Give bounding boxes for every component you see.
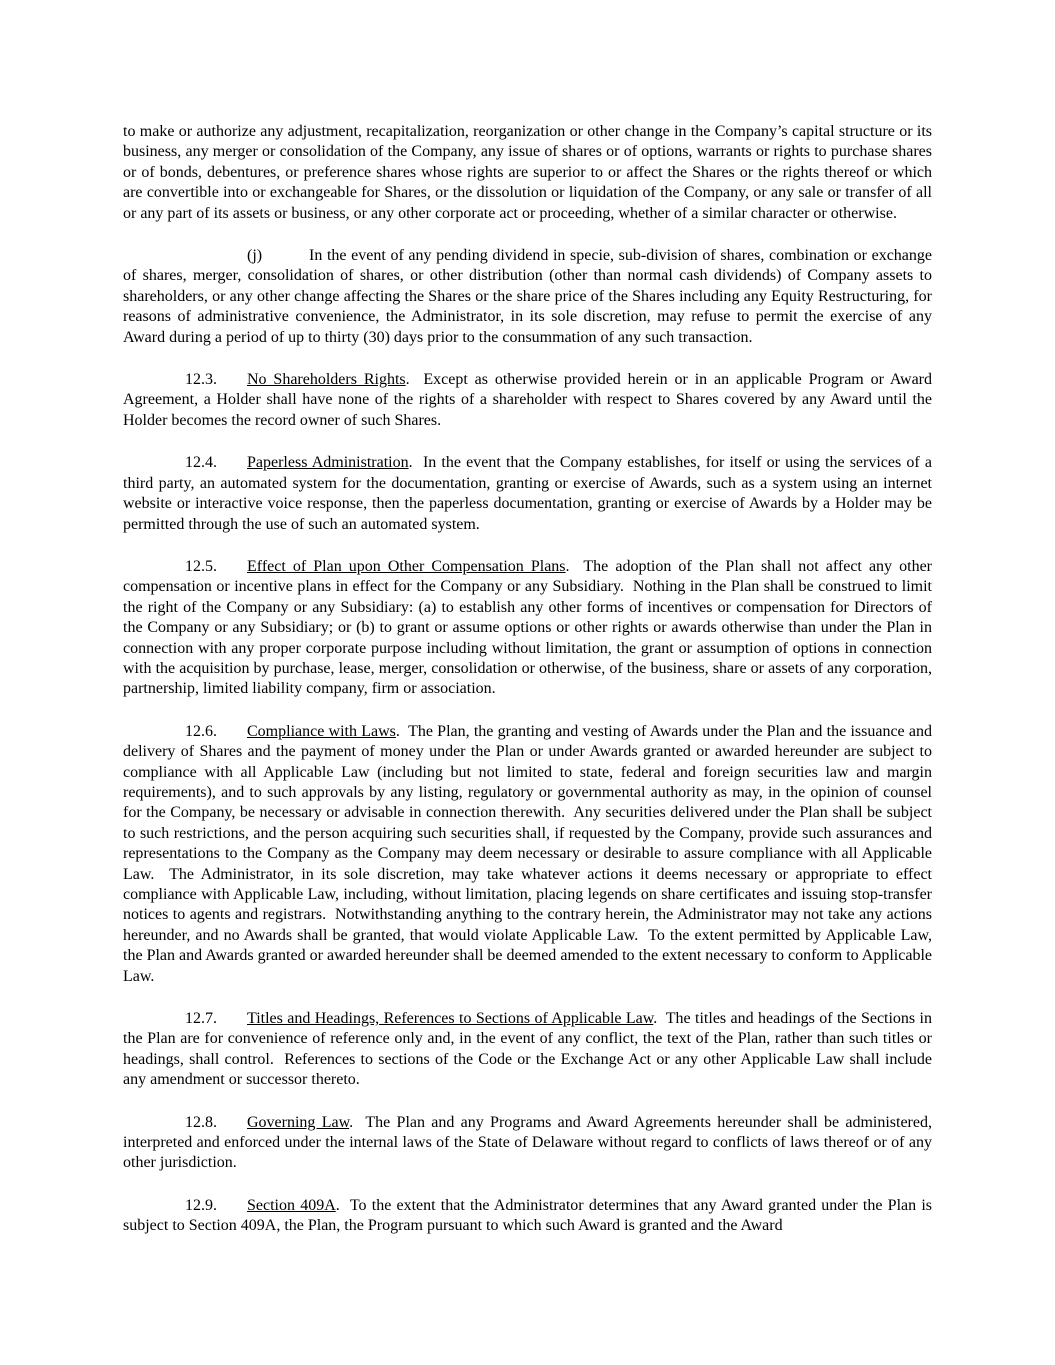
section-12-5	[123, 557, 937, 700]
section-number: 12.9.	[185, 1196, 217, 1214]
section-number: 12.4.	[185, 454, 217, 472]
section-body: . Except as otherwise provided herein or in an applicable Program or Award Agreement, a Holder shall have none of the rights of a shareholder with respect to Shares covered by any Award until the Holder becomes the record owner of such Shares.	[123, 371, 936, 429]
clause-label: (j)	[247, 247, 263, 265]
section-body: . In the event that the Company establishes, for itself or using the services of a third party, an automated system for the documentation, granting or exercise of Awards, such as a system using an internet website or interactive voice response, then the paperless documentation, granting or exercise of Awards by a Holder may be permitted through the use of such an automated system.	[123, 454, 936, 533]
section-heading: Effect of Plan upon Other Compensation Plans	[247, 557, 566, 575]
clause-text: In the event of any pending dividend in specie, sub-division of shares, combination or exchange of shares, merger, consolidation of shares, or other distribution (other than normal cash dividends) of Company assets to shareholders, or any other change affecting the Shares or the share price of the Shares including any Equity Restructuring, for reasons of administrative convenience, the Administrator, in its sole discretion, may refuse to permit the exercise of any Award during a period of up to thirty (30) days prior to the consummation of any such transaction.	[123, 247, 936, 346]
section-heading: Titles and Headings, References to Sections of Applicable Law	[247, 1010, 654, 1028]
section-heading: Section 409A	[247, 1196, 336, 1214]
section-heading: Governing Law	[247, 1113, 350, 1131]
paragraph-text: to make or authorize any adjustment, recapitalization, reorganization or other change in the Company’s capital structure or its business, any merger or consolidation of the Company, any issue of shares or of options, warrants or rights to purchase shares or of bonds, debentures, or preference shares whose rights are superior to or affect the Shares or the rights thereof or which are convertible into or exchangeable for Shares, or the dissolution or liquidation of the Company, or any sale or transfer of all or any part of its assets or business, or any other corporate act or proceeding, whether of a similar character or otherwise.	[123, 123, 936, 222]
section-number: 12.5.	[185, 557, 217, 575]
section-heading: Compliance with Laws	[247, 722, 396, 740]
section-12-9	[123, 1196, 937, 1237]
section-body: . To the extent that the Administrator determines that any Award granted under the Plan is subject to Section 409A, the Plan, the Program pursuant to which such Award is granted and the Award	[123, 1196, 937, 1235]
section-12-8	[123, 1113, 936, 1174]
section-12-4	[123, 453, 936, 535]
section-body: . The Plan, the granting and vesting of Awards under the Plan and the issuance and delivery of Shares and the payment of money under the Plan or under Awards granted or awarded hereunder are subject to compliance with all Applicable Law (including but not limited to state, federal and foreign securities law and margin requirements), and to such approvals by any listing, regulatory or governmental authority as may, in the opinion of counsel for the Company, be necessary or advisable in connection therewith. Any securities delivered under the Plan shall be subject to such restrictions, and the person acquiring such securities shall, if requested by the Company, provide such assurances and representations to the Company as the Company may deem necessary or desirable to assure compliance with all Applicable Law. The Administrator, in its sole discretion, may take whatever actions it deems necessary or appropriate to effect compliance with Applicable Law, including, without limitation, placing legends on share certificates and issuing stop-transfer notices to agents and registrars. Notwithstanding anything to the contrary herein, the Administrator may not take any actions hereunder, and no Awards shall be granted, that would violate Applicable Law. To the extent permitted by Applicable Law, the Plan and Awards granted or awarded hereunder shall be deemed amended to the extent necessary to conform to Applicable Law.	[123, 722, 936, 985]
section-body: . The adoption of the Plan shall not affect any other compensation or incentive plans in effect for the Company or any Subsidiary. Nothing in the Plan shall be construed to limit the right of the Company or any Subsidiary: (a) to establish any other forms of incentives or compensation for Directors of the Company or any Subsidiary; or (b) to grant or assume options or other rights or awards otherwise than under the Plan in connection with any proper corporate purpose including without limitation, the grant or assumption of options in connection with the acquisition by purchase, lease, merger, consolidation or otherwise, of the business, share or assets of any corporation, partnership, limited liability company, firm or association.	[123, 557, 937, 698]
section-12-3	[123, 370, 936, 431]
section-number: 12.8.	[185, 1113, 217, 1131]
section-number: 12.6.	[185, 722, 217, 740]
section-heading: Paperless Administration	[247, 454, 409, 472]
section-body: . The titles and headings of the Sections in the Plan are for convenience of reference only and, in the event of any conflict, the text of the Plan, rather than such titles or headings, shall control. References to sections of the Code or the Exchange Act or any other Applicable Law shall include any amendment or successor thereto.	[123, 1010, 936, 1089]
section-number: 12.3.	[185, 371, 217, 389]
clause-j	[123, 246, 936, 348]
section-number: 12.7.	[185, 1010, 217, 1028]
section-12-7	[123, 1009, 936, 1091]
paragraph-continuation	[123, 122, 936, 224]
section-body: . The Plan and any Programs and Award Agreements hereunder shall be administered, interpreted and enforced under the internal laws of the State of Delaware without regard to conflicts of laws thereof or of any other jurisdiction.	[123, 1113, 936, 1172]
section-heading: No Shareholders Rights	[247, 371, 406, 389]
section-12-6	[123, 722, 936, 987]
